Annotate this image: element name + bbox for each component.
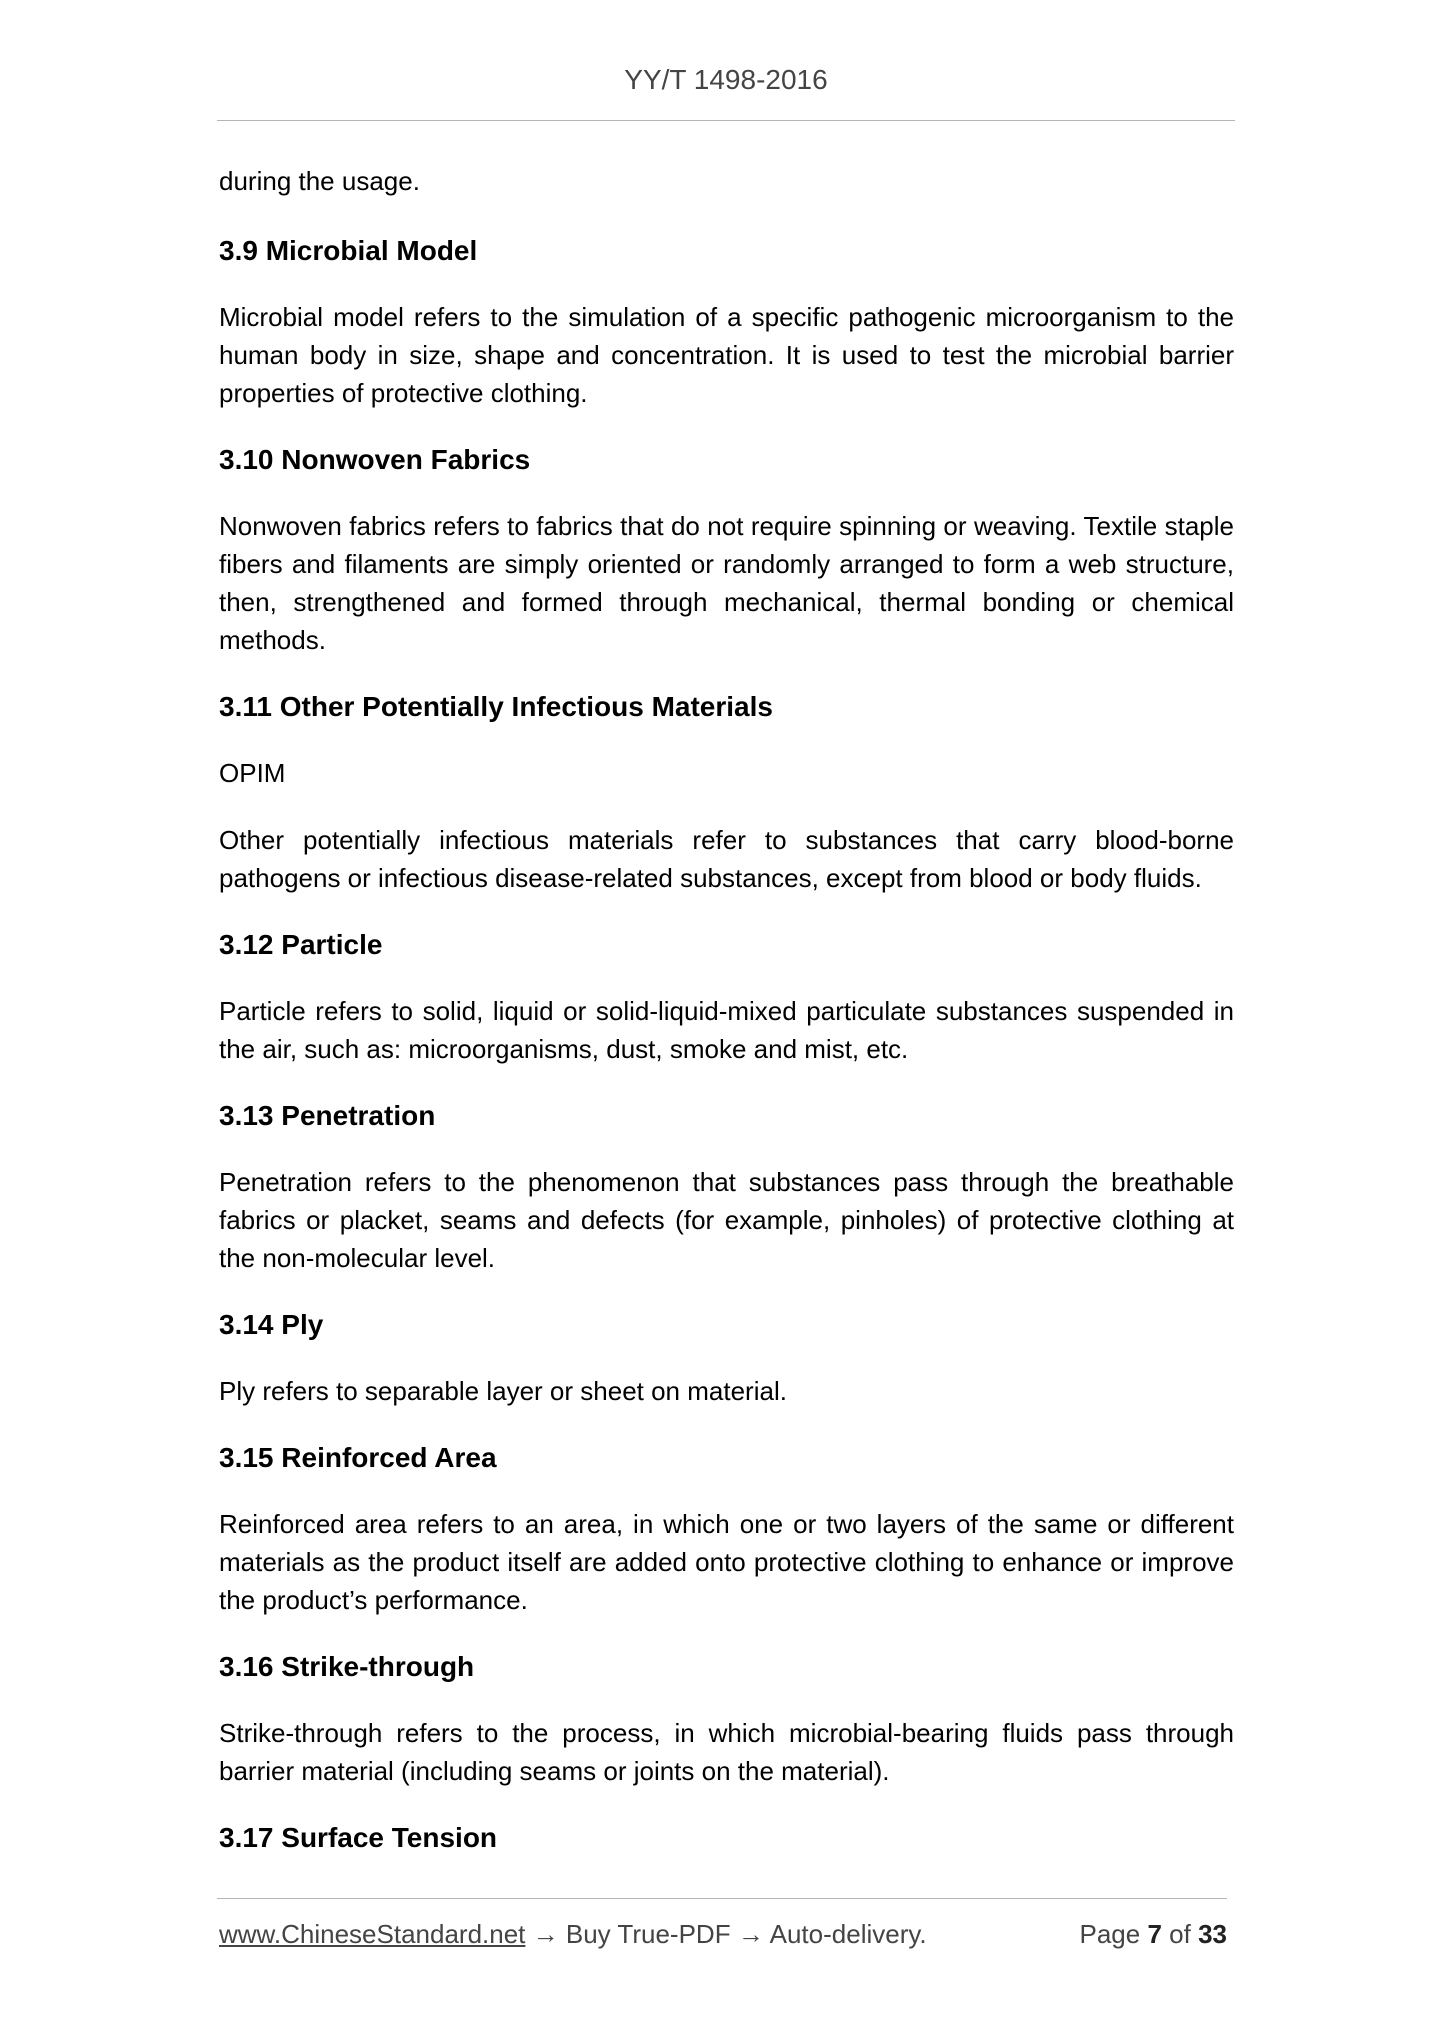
document-body bbox=[219, 162, 1234, 1885]
delivery-text: Auto-delivery. bbox=[769, 1919, 927, 1949]
page-label: Page bbox=[1079, 1919, 1141, 1949]
section-heading: 3.16 Strike-through bbox=[219, 1651, 475, 1682]
section-paragraph: Nonwoven fabrics refers to fabrics that do not require spinning or weaving. Textile staple fibers and filaments are simply oriented or randomly arranged to form a web structure, then, strengthened and formed through mechanical, thermal bonding or chemical methods. bbox=[219, 511, 1234, 655]
page-counter bbox=[1079, 1916, 1227, 1952]
section-abbreviation: OPIM bbox=[219, 758, 286, 788]
section-paragraph: Penetration refers to the phenomenon that substances pass through the breathable fabrics or placket, seams and defects (for example, pinholes) of protective clothing at the non-molecular level. bbox=[219, 1167, 1234, 1273]
section-heading: 3.17 Surface Tension bbox=[219, 1822, 498, 1853]
total-pages-number: 33 bbox=[1198, 1919, 1227, 1949]
section-heading: 3.11 Other Potentially Infectious Materials bbox=[219, 691, 773, 722]
footer-divider bbox=[217, 1898, 1227, 1899]
section-paragraph: Reinforced area refers to an area, in which one or two layers of the same or different materials as the product itself are added onto protective clothing to enhance or improve the product’s performance. bbox=[219, 1509, 1234, 1615]
section-heading: 3.10 Nonwoven Fabrics bbox=[219, 444, 531, 475]
section-heading: 3.13 Penetration bbox=[219, 1100, 436, 1131]
section-paragraph: Strike-through refers to the process, in which microbial-bearing fluids pass through barrier material (including seams or joints on the material). bbox=[219, 1718, 1234, 1786]
arrow-right-icon: → bbox=[737, 1919, 764, 1949]
document-header: YY/T 1498-2016 bbox=[624, 64, 828, 95]
buy-text: Buy True-PDF bbox=[565, 1919, 731, 1949]
section-3-14 bbox=[219, 1306, 1234, 1410]
section-3-11 bbox=[219, 688, 1234, 897]
section-paragraph: Microbial model refers to the simulation of a specific pathogenic microorganism to the human body in size, shape and concentration. It is used to test the microbial barrier properties of protective clothing. bbox=[219, 302, 1234, 408]
section-heading: 3.14 Ply bbox=[219, 1309, 324, 1340]
current-page-number: 7 bbox=[1147, 1919, 1162, 1949]
section-paragraph: Ply refers to separable layer or sheet on material. bbox=[219, 1376, 787, 1406]
continued-paragraph: during the usage. bbox=[219, 166, 420, 196]
section-paragraph: Particle refers to solid, liquid or solid-liquid-mixed particulate substances suspended in the air, such as: microorganisms, dust, smoke and mist, etc. bbox=[219, 996, 1234, 1064]
section-3-12 bbox=[219, 926, 1234, 1068]
section-3-10 bbox=[219, 441, 1234, 659]
section-heading: 3.15 Reinforced Area bbox=[219, 1442, 497, 1473]
section-heading: 3.12 Particle bbox=[219, 929, 383, 960]
website-link[interactable]: www.ChineseStandard.net bbox=[219, 1919, 526, 1949]
header-divider bbox=[217, 120, 1235, 121]
section-heading: 3.9 Microbial Model bbox=[219, 235, 478, 266]
section-3-13 bbox=[219, 1097, 1234, 1277]
page-of-label: of bbox=[1169, 1919, 1191, 1949]
arrow-right-icon: → bbox=[532, 1919, 559, 1949]
section-3-15 bbox=[219, 1439, 1234, 1619]
section-3-16 bbox=[219, 1648, 1234, 1790]
section-paragraph: Other potentially infectious materials refer to substances that carry blood-borne pathogens or infectious disease-related substances, except from blood or body fluids. bbox=[219, 825, 1234, 893]
section-3-9 bbox=[219, 232, 1234, 412]
footer-promo bbox=[219, 1916, 927, 1952]
section-3-17 bbox=[219, 1819, 1234, 1857]
